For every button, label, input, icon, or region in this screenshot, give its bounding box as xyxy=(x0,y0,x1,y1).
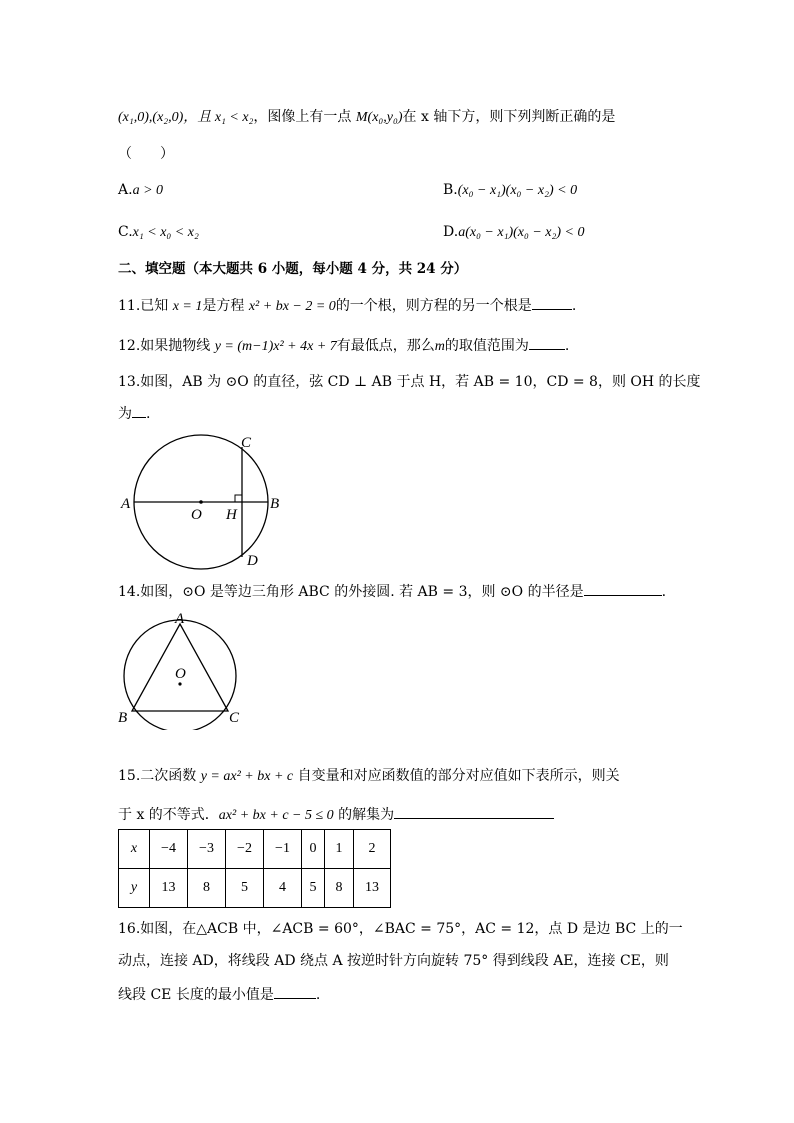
q13-line2-prefix: 为 xyxy=(118,406,132,422)
table-row-y xyxy=(119,869,391,908)
q13-line1: 13.如图，AB 为 ⊙O 的直径，弦 CD ⊥ AB 于点 H，若 AB = 10，CD = 8，则 OH 的长度 xyxy=(118,374,701,390)
option-d-expr: a(x₀ − x₁)(x₀ − x₂) < 0 xyxy=(458,225,585,240)
table-cell: 4 xyxy=(264,869,302,908)
q12-answer-blank[interactable] xyxy=(529,335,565,350)
q16-line2: 动点，连接 AD，将线段 AD 绕点 A 按逆时针方向旋转 75° 得到线段 AE，连接 CE，则 xyxy=(118,953,669,969)
option-a-expr: a > 0 xyxy=(132,183,164,198)
q14-figure xyxy=(112,612,252,730)
q13-end: . xyxy=(146,406,151,422)
q10-line1 xyxy=(118,107,615,128)
q13-label-o: O xyxy=(191,507,202,523)
table-head-x: x xyxy=(119,830,150,869)
q10-option-a[interactable] xyxy=(118,180,163,201)
q13-center-point xyxy=(199,500,203,504)
q13-right-angle-mark xyxy=(235,495,242,502)
table-cell: 5 xyxy=(226,869,264,908)
table-cell: 2 xyxy=(354,830,391,869)
q15-answer-blank[interactable] xyxy=(394,804,554,819)
q12-end: . xyxy=(564,338,570,354)
table-cell: −3 xyxy=(188,830,226,869)
q12-suffix: 的取值范围为 xyxy=(444,338,529,354)
q13-label-d: D xyxy=(247,553,258,569)
q14-label-a: A xyxy=(175,612,185,627)
q10-option-d[interactable] xyxy=(443,222,585,243)
q13-label-c: C xyxy=(241,435,252,451)
q13-line2 xyxy=(118,403,150,424)
q14-answer-blank[interactable] xyxy=(584,581,662,596)
q10-condition: x₁ < x₂ xyxy=(214,110,254,125)
q10-option-b[interactable] xyxy=(443,180,577,201)
table-cell: −1 xyxy=(264,830,302,869)
table-cell: −2 xyxy=(226,830,264,869)
q15-line2 xyxy=(118,804,554,826)
q16-answer-blank[interactable] xyxy=(274,984,316,999)
q10-mid-text: ，图像上有一点 xyxy=(253,109,356,125)
q11-end: . xyxy=(571,298,577,314)
q11-answer-blank[interactable] xyxy=(532,295,572,310)
table-cell: 13 xyxy=(354,869,391,908)
table-cell: −4 xyxy=(150,830,188,869)
q14-label-o: O xyxy=(175,666,186,682)
q12-expr: y = (m−1)x² + 4x + 7 xyxy=(214,339,337,354)
q15-inequality-expr: ax² + bx + c − 5 ≤ 0 xyxy=(218,808,334,823)
q10-option-c[interactable] xyxy=(118,222,199,243)
q15-function-expr: y = ax² + bx + c xyxy=(200,769,294,784)
option-a-label: A. xyxy=(118,182,133,198)
table-row-x xyxy=(119,830,391,869)
q14 xyxy=(118,581,666,602)
option-b-expr: (x₀ − x₁)(x₀ − x₂) < 0 xyxy=(457,183,578,198)
q16-line3-prefix: 线段 CE 长度的最小值是 xyxy=(118,987,274,1003)
q15-line2-suffix: 的解集为 xyxy=(333,807,395,823)
q10-paren: （ ） xyxy=(118,146,174,162)
option-d-label: D. xyxy=(443,224,459,240)
q11-suffix: 的一个根，则方程的另一个根是 xyxy=(335,298,532,314)
q15-line2-prefix: 于 x 的不等式． xyxy=(118,807,219,823)
q11-expr1: x = 1 xyxy=(172,299,203,314)
option-c-label: C. xyxy=(118,224,133,240)
q13-label-h: H xyxy=(226,507,237,523)
q10-point: M(x₀,y₀) xyxy=(355,110,403,125)
table-cell: 8 xyxy=(325,869,354,908)
q13-figure xyxy=(110,425,300,575)
q12-prefix: 12.如果抛物线 xyxy=(118,338,215,354)
q16-line3 xyxy=(118,984,320,1005)
q14-center-point xyxy=(178,682,181,685)
q13-label-b: B xyxy=(270,496,280,512)
section-2-title: 二、填空题（本大题共 6 小题，每小题 4 分，共 24 分） xyxy=(118,261,468,277)
q14-label-c: C xyxy=(229,710,240,726)
q15-line1-suffix: 自变量和对应函数值的部分对应值如下表所示，则关 xyxy=(293,768,620,784)
q13-label-a: A xyxy=(121,496,131,512)
table-head-y: y xyxy=(119,869,150,908)
q11 xyxy=(118,295,576,317)
q16-line1: 16.如图，在△ACB 中，∠ACB = 60°，∠BAC = 75°，AC = 12，点 D 是边 BC 上的一 xyxy=(118,921,683,937)
table-cell: 0 xyxy=(302,830,325,869)
q11-expr2: x² + bx − 2 = 0 xyxy=(248,299,336,314)
table-cell: 1 xyxy=(325,830,354,869)
q10-suffix: 在 x 轴下方，则下列判断正确的是 xyxy=(402,109,616,125)
table-cell: 5 xyxy=(302,869,325,908)
q16-end: . xyxy=(315,987,321,1003)
q15-line1 xyxy=(118,766,620,787)
q11-prefix: 11.已知 xyxy=(118,298,173,314)
q11-mid: 是方程 xyxy=(202,298,249,314)
option-b-label: B. xyxy=(443,182,458,198)
table-cell: 8 xyxy=(188,869,226,908)
option-c-expr: x₁ < x₀ < x₂ xyxy=(132,225,199,240)
table-cell: 13 xyxy=(150,869,188,908)
q12-mid: 有最低点，那么 xyxy=(336,338,435,354)
q12 xyxy=(118,335,569,357)
q10-roots: (x₁,0),(x₂,0)，且 xyxy=(118,110,215,125)
q14-label-b: B xyxy=(118,710,128,726)
q15-line1-prefix: 15.二次函数 xyxy=(118,768,201,784)
q14-text: 14.如图，⊙O 是等边三角形 ABC 的外接圆. 若 AB = 3，则 ⊙O 的半径是 xyxy=(118,584,584,600)
q13-answer-blank[interactable] xyxy=(132,403,146,418)
q12-var: m xyxy=(434,339,445,354)
q15-value-table xyxy=(118,829,391,908)
q14-end: . xyxy=(661,584,667,600)
